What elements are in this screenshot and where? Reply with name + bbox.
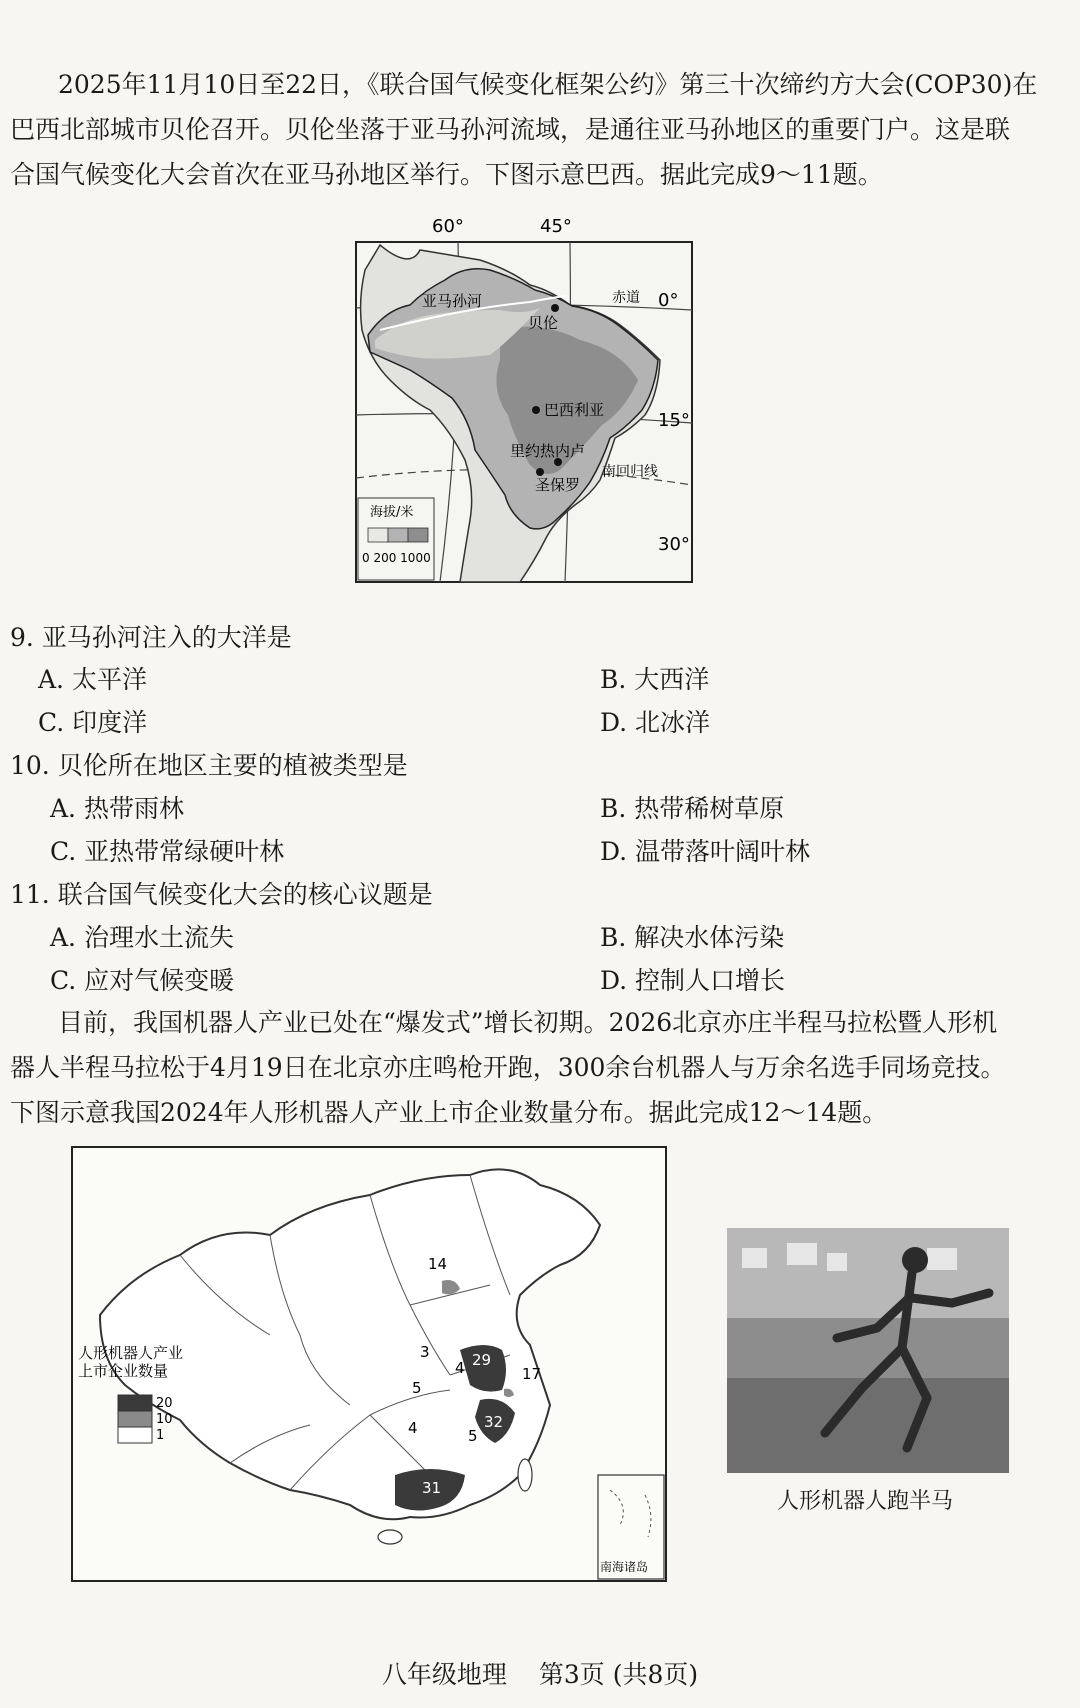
question-10-option-d[interactable]: D. 温带落叶阔叶林: [600, 837, 811, 866]
brasilia-label: 巴西利亚: [544, 401, 605, 419]
robot-head: [902, 1247, 928, 1273]
lat-30-label: 30°: [658, 534, 690, 555]
hainan-outline: [378, 1530, 402, 1544]
value-beijing: 14: [428, 1255, 448, 1273]
legend-tick-10: 10: [156, 1412, 173, 1427]
lon-45-label: 45°: [540, 216, 572, 237]
question-11-option-b[interactable]: B. 解决水体污染: [600, 923, 785, 952]
legend-title-line-1: 人形机器人产业: [78, 1344, 184, 1362]
question-10-option-b[interactable]: B. 热带稀树草原: [600, 794, 785, 823]
rio-label: 里约热内卢: [510, 442, 586, 460]
saopaulo-dot: [536, 468, 544, 476]
question-10-stem: 10. 贝伦所在地区主要的植被类型是: [10, 751, 408, 780]
question-11-option-d[interactable]: D. 控制人口增长: [600, 966, 786, 995]
brasilia-dot: [532, 406, 540, 414]
amazon-river-label: 亚马孙河: [422, 292, 483, 310]
question-10-option-c[interactable]: C. 亚热带常绿硬叶林: [50, 837, 285, 866]
robot-photo-caption: 人形机器人跑半马: [777, 1489, 954, 1514]
belem-dot: [551, 304, 559, 312]
passage-1-line-1: 2025年11月10日至22日，《联合国气候变化框架公约》第三十次缔约方大会(COP30)在: [58, 70, 1038, 99]
saopaulo-label: 圣保罗: [535, 476, 581, 494]
tropic-label: 南回归线: [602, 464, 658, 480]
passage-1-line-3: 合国气候变化大会首次在亚马孙地区举行。下图示意巴西。据此完成9～11题。: [10, 160, 883, 189]
question-9-stem: 9. 亚马孙河注入的大洋是: [10, 623, 292, 652]
question-9-option-b[interactable]: B. 大西洋: [600, 665, 710, 694]
photo-crowd: [727, 1228, 1009, 1318]
value-hubei: 5: [412, 1379, 422, 1397]
footer-subject: 八年级地理: [381, 1660, 507, 1689]
question-9-option-c[interactable]: C. 印度洋: [38, 708, 148, 737]
legend-elevation-title: 海拔/米: [370, 505, 414, 520]
question-9-option-a[interactable]: A. 太平洋: [38, 665, 147, 694]
passage-2: [10, 1000, 1070, 1135]
question-11-option-a[interactable]: A. 治理水土流失: [50, 923, 234, 952]
value-hunan: 4: [408, 1419, 418, 1437]
passage-2-line-2: 器人半程马拉松于4月19日在北京亦庄鸣枪开跑，300余台机器人与万余名选手同场竞技。: [10, 1053, 1006, 1082]
value-zhejiang: 32: [484, 1413, 504, 1431]
robot-photo: [727, 1228, 1009, 1473]
question-11-stem: 11. 联合国气候变化大会的核心议题是: [10, 880, 433, 909]
passage-2-line-3: 下图示意我国2024年人形机器人产业上市企业数量分布。据此完成12～14题。: [10, 1098, 888, 1127]
page-footer: [0, 1655, 1080, 1691]
equator-label: 赤道: [612, 290, 640, 306]
legend-tick-1: 1: [156, 1428, 165, 1443]
passage-1: [10, 62, 1070, 197]
value-anhui: 4: [455, 1359, 465, 1377]
value-fujian: 5: [468, 1427, 478, 1445]
question-11-option-c[interactable]: C. 应对气候变暖: [50, 966, 235, 995]
passage-2-line-1: 目前，我国机器人产业已处在“爆发式”增长初期。2026北京亦庄半程马拉松暨人形机: [58, 1008, 998, 1037]
taiwan-outline: [518, 1459, 532, 1491]
belem-label: 贝伦: [528, 314, 559, 332]
south-china-sea-inset: [598, 1475, 664, 1579]
brazil-map: [340, 210, 710, 605]
lon-60-label: 60°: [432, 216, 464, 237]
value-shanghai: 17: [522, 1365, 542, 1383]
value-henan: 3: [420, 1343, 430, 1361]
brazil-map-legend: [358, 498, 434, 580]
china-map: [70, 1145, 670, 1585]
photo-track: [727, 1378, 1009, 1473]
value-jiangsu: 29: [472, 1351, 492, 1369]
legend-tick-20: 20: [156, 1396, 173, 1411]
question-10-option-a[interactable]: A. 热带雨林: [50, 794, 184, 823]
lat-15-label: 15°: [658, 410, 690, 431]
inset-label: 南海诸岛: [600, 1560, 649, 1574]
passage-1-line-2: 巴西北部城市贝伦召开。贝伦坐落于亚马孙河流域，是通往亚马孙地区的重要门户。这是联: [10, 115, 1011, 144]
lat-0-label: 0°: [658, 290, 679, 311]
legend-title-line-2: 上市企业数量: [78, 1362, 169, 1380]
question-9-option-d[interactable]: D. 北冰洋: [600, 708, 711, 737]
footer-page: 第3页 (共8页): [538, 1660, 699, 1689]
value-guangdong: 31: [422, 1479, 442, 1497]
legend-elevation-ticks: 0 200 1000: [362, 551, 431, 565]
